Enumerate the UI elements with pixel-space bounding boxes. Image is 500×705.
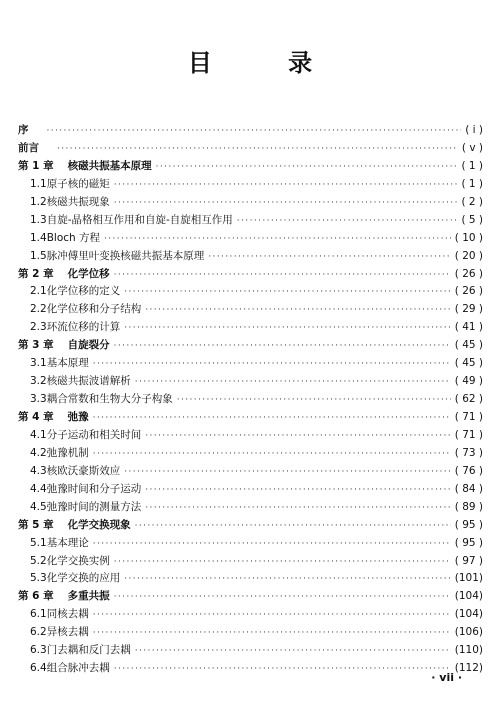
toc-entry-page: (101) [454, 572, 483, 585]
toc-entry-title: 弛豫机制 [46, 446, 89, 459]
toc-entry-title: 化学位移和分子结构 [46, 303, 142, 316]
toc-section-entry [18, 606, 483, 624]
dot-leader [114, 338, 451, 356]
toc-entry-title: 自旋裂分 [67, 339, 110, 352]
toc-entry-page: ( 1 ) [461, 159, 483, 172]
toc-section-entry [18, 481, 483, 499]
toc-entry-number: 4.1 [30, 428, 47, 441]
toc-entry-number: 5.2 [30, 554, 47, 567]
table-of-contents [18, 122, 483, 678]
toc-entry-number: 第 1 章 [18, 159, 54, 172]
toc-section-entry [18, 373, 483, 391]
dot-leader [114, 177, 458, 195]
toc-entry-page: ( 2 ) [461, 195, 483, 208]
toc-entry-title: 脉冲傅里叶变换核磁共振基本原理 [46, 249, 205, 262]
toc-entry-title: 耦合常数和生物大分子构象 [46, 393, 173, 406]
toc-chapter-entry [18, 122, 483, 140]
toc-entry-number: 1.5 [30, 249, 47, 262]
toc-entry-page: ( 62 ) [454, 393, 483, 406]
dot-leader [135, 374, 451, 392]
toc-entry-number: 5.3 [30, 572, 47, 585]
toc-entry-page: ( 45 ) [454, 339, 483, 352]
toc-chapter-entry [18, 409, 483, 427]
dot-leader [124, 464, 451, 482]
toc-entry-title: 化学交换的应用 [46, 572, 121, 585]
page-title: 目 录 [187, 49, 347, 77]
toc-chapter-entry [18, 588, 483, 606]
toc-section-entry [18, 283, 483, 301]
toc-entry-page: ( 76 ) [454, 464, 483, 477]
dot-leader [177, 392, 451, 410]
toc-section-entry [18, 642, 483, 660]
toc-section-entry [18, 212, 483, 230]
toc-entry-title: 化学位移的定义 [46, 285, 121, 298]
dot-leader [145, 482, 451, 500]
toc-entry-page: ( 97 ) [454, 554, 483, 567]
dot-leader [93, 607, 451, 625]
toc-entry-number: 3.1 [30, 357, 47, 370]
dot-leader [135, 643, 451, 661]
toc-entry-number: 第 2 章 [18, 267, 54, 280]
toc-entry-number: 1.2 [30, 195, 47, 208]
toc-entry-title: 组合脉冲去耦 [46, 662, 110, 675]
dot-leader [124, 284, 451, 302]
toc-entry-number: 前言 [18, 141, 39, 154]
dot-leader [114, 554, 451, 572]
toc-entry-page: ( 1 ) [461, 177, 483, 190]
toc-entry-page: ( 84 ) [454, 482, 483, 495]
toc-entry-page: ( 45 ) [454, 357, 483, 370]
dot-leader [104, 231, 451, 249]
toc-entry-number: 4.4 [30, 482, 47, 495]
toc-entry-page: ( v ) [461, 141, 483, 154]
toc-entry-title: 多重共振 [67, 590, 110, 603]
toc-entry-title: 环流位移的计算 [46, 321, 121, 334]
toc-entry-number: 6.4 [30, 662, 47, 675]
toc-entry-title: 核磁共振波谱解析 [46, 375, 131, 388]
dot-leader [114, 589, 451, 607]
dot-leader [208, 249, 451, 267]
toc-entry-number: 序 [18, 124, 29, 136]
toc-section-entry [18, 391, 483, 409]
toc-entry-title: 异核去耦 [46, 626, 89, 639]
toc-chapter-entry [18, 140, 483, 158]
toc-entry-title: 自旋-晶格相互作用和自旋-自旋相互作用 [46, 213, 233, 226]
toc-section-entry [18, 553, 483, 571]
toc-entry-page: ( 10 ) [454, 231, 483, 244]
dot-leader [124, 571, 451, 589]
toc-entry-page: (106) [454, 626, 483, 639]
toc-section-entry [18, 445, 483, 463]
dot-leader [114, 661, 451, 679]
toc-chapter-entry [18, 517, 483, 535]
toc-entry-title: 弛豫时间和分子运动 [46, 482, 142, 495]
toc-entry-number: 2.2 [30, 303, 47, 316]
toc-entry-title: 分子运动和相关时间 [46, 428, 142, 441]
dot-leader [93, 410, 451, 428]
toc-entry-number: 4.2 [30, 446, 47, 459]
toc-entry-title: 原子核的磁矩 [46, 177, 110, 190]
toc-entry-number: 1.1 [30, 177, 47, 190]
toc-chapter-entry [18, 337, 483, 355]
dot-leader [57, 141, 458, 159]
toc-entry-page: ( 26 ) [454, 285, 483, 298]
toc-entry-number: 4.3 [30, 464, 47, 477]
toc-chapter-entry [18, 266, 483, 284]
toc-chapter-entry [18, 158, 483, 176]
dot-leader [47, 123, 462, 141]
toc-entry-number: 第 6 章 [18, 590, 54, 603]
toc-entry-page: ( 26 ) [454, 267, 483, 280]
dot-leader [93, 625, 451, 643]
toc-entry-title: Bloch 方程 [46, 231, 101, 244]
dot-leader [124, 320, 451, 338]
dot-leader [114, 195, 458, 213]
toc-section-entry [18, 319, 483, 337]
toc-entry-title: 弛豫 [67, 411, 89, 423]
toc-entry-page: ( 95 ) [454, 518, 483, 531]
toc-entry-number: 2.1 [30, 285, 47, 298]
toc-entry-number: 1.3 [30, 213, 47, 226]
toc-section-entry [18, 624, 483, 642]
toc-entry-title: 化学交换现象 [67, 518, 131, 531]
toc-entry-page: ( 89 ) [454, 500, 483, 513]
toc-entry-number: 2.3 [30, 321, 47, 334]
toc-entry-title: 基本理论 [46, 536, 89, 549]
toc-entry-number: 1.4 [30, 231, 47, 244]
toc-section-entry [18, 499, 483, 517]
toc-entry-page: ( 49 ) [454, 375, 483, 388]
toc-entry-number: 第 3 章 [18, 339, 54, 352]
toc-entry-title: 弛豫时间的测量方法 [46, 500, 142, 513]
toc-entry-title: 同核去耦 [46, 608, 89, 621]
dot-leader [93, 446, 451, 464]
page-number: · vii · [431, 671, 462, 684]
toc-entry-page: (104) [454, 608, 483, 621]
dot-leader [237, 213, 458, 231]
toc-section-entry [18, 176, 483, 194]
toc-section-entry [18, 463, 483, 481]
toc-entry-page: ( 41 ) [454, 321, 483, 334]
toc-entry-page: ( 71 ) [454, 411, 483, 423]
toc-entry-title: 核磁共振现象 [46, 195, 110, 208]
toc-section-entry [18, 660, 483, 678]
toc-section-entry [18, 355, 483, 373]
dot-leader [145, 428, 451, 446]
toc-entry-page: ( 71 ) [454, 428, 483, 441]
toc-entry-page: ( 20 ) [454, 249, 483, 262]
dot-leader [156, 159, 458, 177]
toc-entry-title: 基本原理 [46, 357, 89, 370]
toc-entry-number: 3.3 [30, 393, 47, 406]
toc-entry-title: 核磁共振基本原理 [67, 159, 152, 172]
toc-entry-title: 核欧沃豪斯效应 [46, 464, 121, 477]
toc-entry-number: 6.2 [30, 626, 47, 639]
toc-entry-title: 化学交换实例 [46, 554, 110, 567]
toc-section-entry [18, 535, 483, 553]
dot-leader [145, 302, 451, 320]
toc-entry-page: ( 5 ) [461, 213, 483, 226]
toc-entry-number: 3.2 [30, 375, 47, 388]
toc-entry-number: 6.3 [30, 644, 47, 657]
toc-section-entry [18, 194, 483, 212]
toc-entry-number: 4.5 [30, 500, 47, 513]
toc-entry-page: (110) [454, 644, 483, 657]
toc-section-entry [18, 301, 483, 319]
toc-entry-page: ( 95 ) [454, 536, 483, 549]
toc-entry-number: 第 4 章 [18, 411, 54, 423]
toc-section-entry [18, 248, 483, 266]
toc-entry-page: ( 29 ) [454, 303, 483, 316]
dot-leader [135, 518, 451, 536]
toc-entry-number: 第 5 章 [18, 518, 54, 531]
toc-entry-page: ( 73 ) [454, 446, 483, 459]
toc-entry-title: 门去耦和反门去耦 [46, 644, 131, 657]
toc-section-entry [18, 427, 483, 445]
dot-leader [145, 500, 451, 518]
toc-entry-page: (104) [454, 590, 483, 603]
dot-leader [114, 267, 451, 285]
toc-entry-title: 化学位移 [67, 267, 110, 280]
toc-entry-page: ( i ) [465, 124, 483, 136]
toc-section-entry [18, 570, 483, 588]
dot-leader [93, 536, 451, 554]
toc-section-entry [18, 230, 483, 248]
toc-entry-number: 5.1 [30, 536, 47, 549]
toc-entry-number: 6.1 [30, 608, 47, 621]
toc-entry-page: (112) [454, 662, 483, 675]
dot-leader [93, 356, 451, 374]
